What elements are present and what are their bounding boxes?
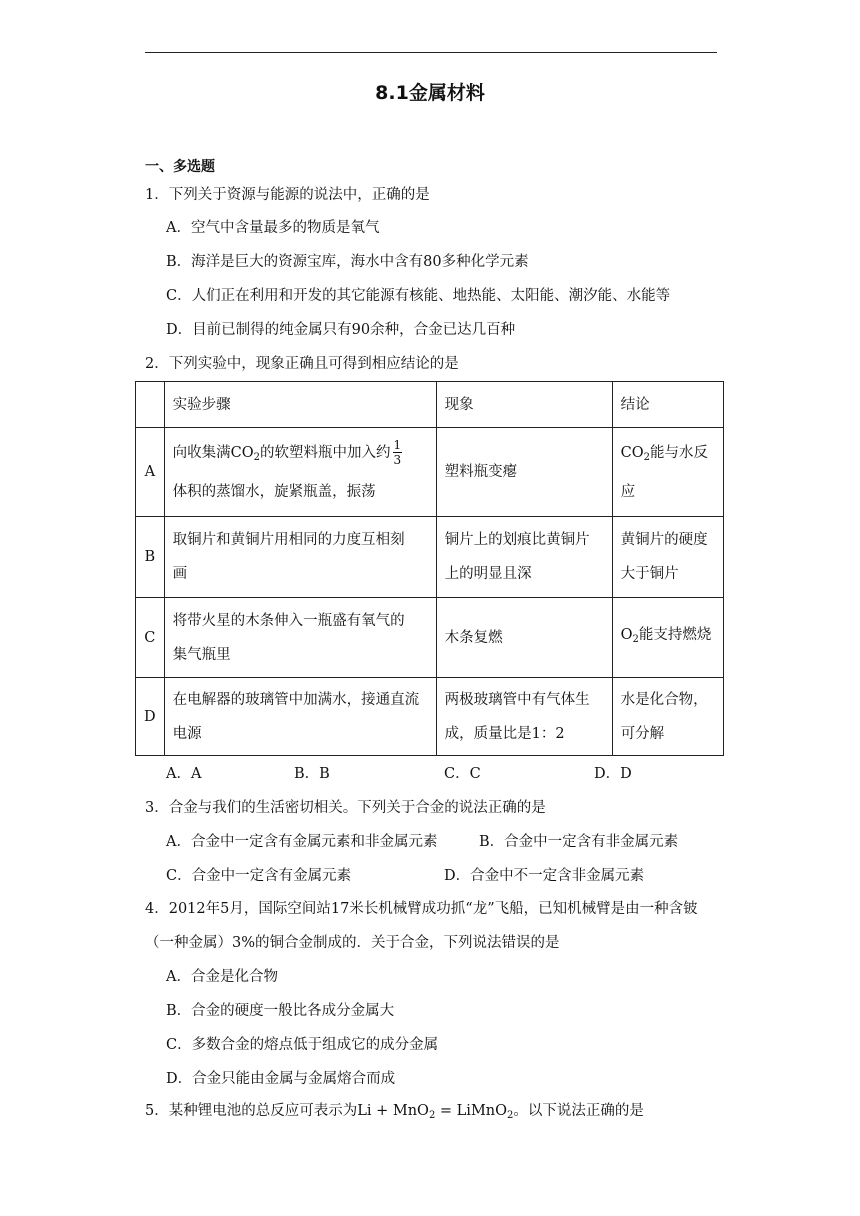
row-label: A — [136, 428, 165, 517]
row-phenomenon — [436, 678, 612, 756]
q1-option-d: D．目前已制得的纯金属只有90余种，合金已达几百种 — [166, 322, 516, 338]
row-phenomenon: 木条复燃 — [436, 598, 612, 678]
row-label: C — [136, 598, 165, 678]
row-phenomenon: 塑料瓶变瘪 — [436, 428, 612, 517]
q4-option-c: C．多数合金的熔点低于组成它的成分金属 — [166, 1037, 439, 1053]
row-phenomenon — [436, 517, 612, 598]
row-label: D — [136, 678, 165, 756]
table-row — [136, 678, 724, 756]
q1-option-a: A．空气中含量最多的物质是氧气 — [166, 220, 380, 236]
subscript: 2 — [428, 1110, 436, 1121]
phenomenon-text: 铜片上的划痕比黄铜片 — [444, 532, 590, 548]
table-header-phenomenon: 现象 — [436, 382, 612, 428]
fraction-denominator: 3 — [393, 453, 402, 467]
q4-option-a: A．合金是化合物 — [166, 969, 278, 985]
row-step — [164, 517, 436, 598]
section-heading: 一、多选题 — [145, 159, 215, 175]
phenomenon-text: 成，质量比是1：2 — [444, 725, 565, 742]
subscript: 2 — [253, 451, 260, 463]
conclusion-text: 黄铜片的硬度 — [620, 532, 708, 548]
q4-option-b: B．合金的硬度一般比各成分金属大 — [166, 1003, 395, 1019]
stem-text: = LiMnO — [435, 1103, 508, 1119]
table-row — [136, 598, 724, 678]
step-text: 体积的蒸馏水，旋紧瓶盖，振荡 — [172, 483, 376, 500]
row-conclusion — [612, 517, 723, 598]
experiment-table — [135, 381, 724, 756]
step-text: 在电解器的玻璃管中加满水，接通直流 — [172, 691, 420, 708]
step-text: 向收集满CO — [172, 444, 254, 461]
q3-option-a: A．合金中一定含有金属元素和非金属元素 — [166, 834, 438, 850]
q3-option-b: B．合金中一定含有非金属元素 — [479, 834, 679, 850]
conclusion-text: 应 — [620, 483, 636, 500]
table-header-step: 实验步骤 — [164, 382, 436, 428]
q1-option-c: C．人们正在利用和开发的其它能源有核能、地热能、太阳能、潮汐能、水能等 — [166, 288, 671, 304]
q2-option-d: D．D — [594, 766, 632, 782]
subscript: 2 — [632, 634, 639, 645]
question-1-stem: 1．下列关于资源与能源的说法中，正确的是 — [145, 187, 430, 203]
row-step — [164, 598, 436, 678]
step-text: 的软塑料瓶中加入约 — [260, 444, 391, 461]
conclusion-text: CO — [620, 444, 644, 461]
page-title: 8.1金属材料 — [375, 82, 485, 104]
q4-option-d: D．合金只能由金属与金属熔合而成 — [166, 1071, 396, 1087]
conclusion-text: 可分解 — [620, 725, 665, 742]
question-3-stem: 3．合金与我们的生活密切相关。下列关于合金的说法正确的是 — [145, 800, 546, 816]
stem-text: 。以下说法正确的是 — [513, 1103, 644, 1119]
conclusion-text: 能支持燃烧 — [638, 627, 712, 643]
step-text: 集气瓶里 — [172, 646, 231, 663]
q2-option-c: C．C — [444, 766, 481, 782]
question-2-stem: 2．下列实验中，现象正确且可得到相应结论的是 — [145, 356, 459, 372]
q2-option-b: B．B — [294, 766, 330, 782]
q1-option-b: B．海洋是巨大的资源宝库，海水中含有80多种化学元素 — [166, 254, 529, 270]
step-text: 画 — [172, 566, 188, 582]
step-text: 将带火星的木条伸入一瓶盛有氧气的 — [172, 612, 405, 629]
question-4-stem: 4．2012年5月，国际空间站17米长机械臂成功抓“龙”飞船，已知机械臂是由一种含铍 — [145, 901, 698, 917]
step-text: 取铜片和黄铜片用相同的力度互相刻 — [172, 532, 405, 548]
table-header-conclusion: 结论 — [612, 382, 723, 428]
header-rule — [145, 52, 717, 53]
table-row — [136, 517, 724, 598]
question-4-stem-continued: （一种金属）3%的铜合金制成的．关于合金，下列说法错误的是 — [145, 935, 560, 951]
row-conclusion — [612, 678, 723, 756]
step-text: 电源 — [172, 725, 202, 742]
row-conclusion — [612, 598, 723, 678]
phenomenon-text: 上的明显且深 — [444, 566, 532, 582]
fraction — [393, 438, 403, 467]
subscript: 2 — [643, 451, 650, 463]
q3-option-d: D．合金中不一定含非金属元素 — [444, 868, 645, 884]
subscript: 2 — [507, 1110, 514, 1121]
conclusion-text: 水是化合物， — [620, 691, 708, 708]
conclusion-text: O — [620, 627, 633, 643]
phenomenon-text: 两极玻璃管中有气体生 — [444, 691, 590, 708]
row-label: B — [136, 517, 165, 598]
conclusion-text: 大于铜片 — [620, 566, 679, 582]
question-5-stem — [145, 1101, 644, 1126]
q3-option-c: C．合金中一定含有金属元素 — [166, 868, 352, 884]
stem-text: 5．某种锂电池的总反应可表示为Li + MnO — [145, 1103, 429, 1119]
fraction-numerator: 1 — [393, 438, 402, 452]
row-step — [164, 428, 436, 517]
row-conclusion — [612, 428, 723, 517]
conclusion-text: 能与水反 — [650, 444, 708, 461]
table-header-blank — [136, 382, 165, 428]
row-step — [164, 678, 436, 756]
table-row — [136, 428, 724, 517]
table-header-row — [136, 382, 724, 428]
q2-option-a: A．A — [166, 766, 202, 782]
